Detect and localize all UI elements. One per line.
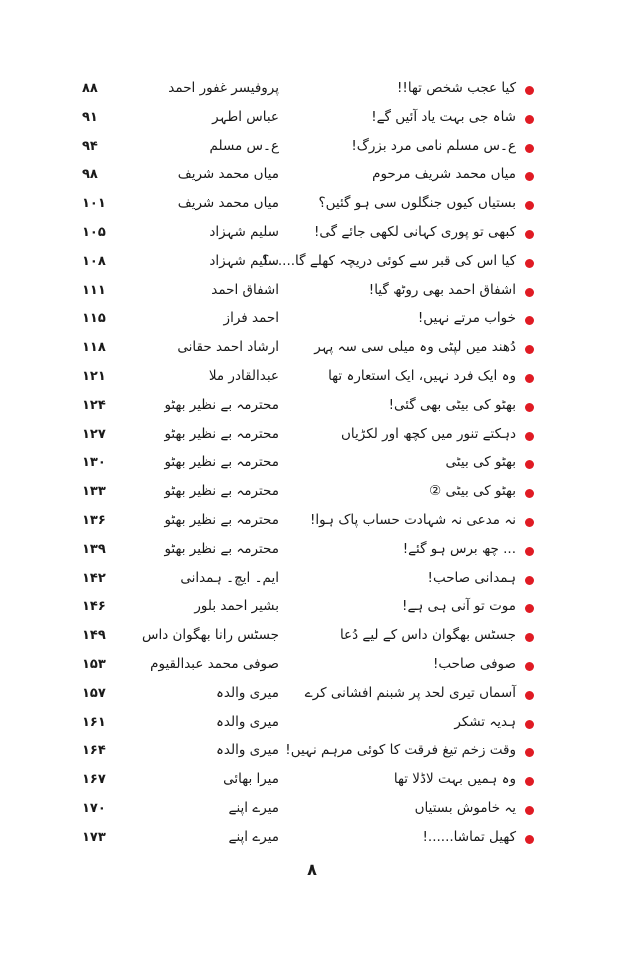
entry-author: محترمہ بے نظیر بھٹو (164, 540, 279, 557)
entry-title: صوفی صاحب! (432, 655, 516, 672)
entry-page-number: ۱۷۰ (82, 800, 106, 816)
bullet-icon (525, 115, 534, 124)
entry-page-number: ۱۰۵ (82, 224, 106, 240)
toc-entry (0, 481, 624, 510)
toc-entry (0, 337, 624, 366)
toc-entry (0, 798, 624, 827)
entry-author: محترمہ بے نظیر بھٹو (164, 511, 279, 528)
entry-page-number: ۱۳۰ (82, 455, 106, 471)
toc-entry (0, 769, 624, 798)
entry-page-number: ۱۳۹ (82, 541, 106, 557)
toc-entry (0, 136, 624, 165)
entry-author: میرے اپنے (228, 828, 279, 845)
entry-page-number: ۱۴۲ (82, 570, 106, 586)
entry-title: وہ ایک فرد نہیں، ایک استعارہ تھا (328, 367, 516, 384)
bullet-icon (525, 403, 534, 412)
entry-title: ہدیہ تشکر (454, 713, 516, 730)
bullet-icon (525, 345, 534, 354)
toc-entry (0, 251, 624, 280)
toc-entry (0, 827, 624, 856)
entry-title: میاں محمد شریف مرحوم (372, 166, 516, 183)
entry-page-number: ۱۵۷ (82, 685, 106, 701)
toc-entry (0, 193, 624, 222)
entry-title: موت تو آنی ہی ہے! (402, 598, 516, 615)
bullet-icon (525, 604, 534, 613)
entry-page-number: ۹۸ (82, 167, 98, 183)
toc-entry (0, 712, 624, 741)
entry-title: خواب مرتے نہیں! (417, 310, 516, 327)
entry-page-number: ۱۱۵ (82, 311, 106, 327)
entry-page-number: ۱۶۱ (82, 714, 106, 730)
entry-author: صوفی محمد عبدالقیوم (150, 655, 279, 672)
entry-author: میاں محمد شریف (177, 166, 279, 183)
entry-author: عبدالقادر ملا (208, 367, 279, 384)
entry-author: جسٹس رانا بھگوان داس (141, 627, 279, 644)
bullet-icon (525, 460, 534, 469)
bullet-icon (525, 720, 534, 729)
entry-page-number: ۱۶۷ (82, 772, 106, 788)
page-number: ۸ (307, 860, 317, 879)
toc-entry (0, 654, 624, 683)
entry-title: کیا عجب شخص تھا!! (397, 80, 516, 96)
entry-title: کھیل تماشا......! (422, 828, 516, 845)
entry-title: وہ ہمیں بہت لاڈلا تھا (393, 771, 516, 788)
entry-author: محترمہ بے نظیر بھٹو (164, 454, 279, 471)
entry-author: ارشاد احمد حقانی (177, 339, 279, 356)
entry-author: محترمہ بے نظیر بھٹو (164, 483, 279, 500)
entry-title: ... چھ برس ہو گئے! (402, 540, 516, 557)
toc-entry (0, 625, 624, 654)
toc-entry (0, 740, 624, 769)
bullet-icon (525, 489, 534, 498)
toc-entry (0, 510, 624, 539)
entry-title: ہمدانی صاحب! (427, 569, 516, 586)
entry-page-number: ۱۵۳ (82, 656, 106, 672)
bullet-icon (525, 86, 534, 95)
bullet-icon (525, 230, 534, 239)
entry-author: میرے اپنے (228, 799, 279, 816)
entry-page-number: ۱۳۶ (82, 512, 106, 528)
entry-page-number: ۸۸ (82, 81, 98, 96)
bullet-icon (525, 777, 534, 786)
toc-entry (0, 596, 624, 625)
bullet-icon (525, 259, 534, 268)
bullet-icon (525, 316, 534, 325)
entry-title: ع۔س مسلم نامی مرد بزرگ! (351, 137, 516, 154)
entry-title: بھٹو کی بیٹی ② (429, 483, 516, 500)
toc-entry (0, 164, 624, 193)
bullet-icon (525, 806, 534, 815)
bullet-icon (525, 144, 534, 153)
bullet-icon (525, 288, 534, 297)
entry-page-number: ۱۲۷ (82, 426, 106, 442)
toc-entry (0, 222, 624, 251)
toc-entry (0, 78, 624, 107)
entry-title: نہ مدعی نہ شہادت حساب پاک ہوا! (310, 511, 516, 528)
entry-author: پروفیسر غفور احمد (168, 80, 279, 96)
entry-author: میاں محمد شریف (177, 195, 279, 212)
entry-author: میری والدہ (216, 684, 279, 701)
bullet-icon (525, 633, 534, 642)
entry-page-number: ۱۲۴ (82, 397, 106, 413)
entry-author: محترمہ بے نظیر بھٹو (164, 396, 279, 413)
entry-title: شاہ جی بہت یاد آئیں گے! (371, 108, 516, 125)
toc-entry (0, 395, 624, 424)
table-of-contents (0, 78, 624, 856)
entry-author: سلیم شہزاد (209, 223, 279, 240)
entry-title: بھٹو کی بیٹی (445, 454, 516, 471)
entry-author: سلیم شہزاد (209, 252, 279, 269)
bullet-icon (525, 662, 534, 671)
entry-page-number: ۱۰۱ (82, 196, 106, 212)
entry-author: میری والدہ (216, 742, 279, 759)
toc-entry (0, 366, 624, 395)
bullet-icon (525, 201, 534, 210)
entry-author: اشفاق احمد (211, 281, 279, 298)
entry-title: آسماں تیری لحد پر شبنم افشانی کرے (304, 684, 516, 701)
bullet-icon (525, 374, 534, 383)
bullet-icon (525, 547, 534, 556)
entry-page-number: ۱۶۴ (82, 743, 106, 759)
bullet-icon (525, 576, 534, 585)
entry-page-number: ۱۷۳ (82, 829, 106, 845)
entry-page-number: ۱۴۹ (82, 628, 106, 644)
bullet-icon (525, 691, 534, 700)
entry-author: بشیر احمد بلور (194, 598, 279, 615)
entry-page-number: ۱۴۶ (82, 599, 106, 615)
bullet-icon (525, 835, 534, 844)
entry-title: بستیاں کیوں جنگلوں سی ہو گئیں؟ (318, 195, 516, 212)
entry-title: جسٹس بھگوان داس کے لیے دُعا (339, 627, 516, 644)
entry-author: ع۔س مسلم (209, 137, 279, 154)
toc-entry (0, 424, 624, 453)
toc-entry (0, 568, 624, 597)
entry-author: محترمہ بے نظیر بھٹو (164, 425, 279, 442)
toc-entry (0, 308, 624, 337)
entry-page-number: ۱۰۸ (82, 253, 106, 269)
toc-entry (0, 683, 624, 712)
toc-entry (0, 452, 624, 481)
entry-author: میرا بھائی (223, 771, 279, 788)
entry-title: بھٹو کی بیٹی بھی گئی! (388, 396, 516, 413)
entry-title: کبھی تو پوری کہانی لکھی جائے گی! (314, 223, 516, 240)
entry-page-number: ۱۱۱ (82, 282, 106, 298)
entry-author: احمد فراز (223, 310, 279, 327)
entry-title: دہکتے تنور میں کچھ اور لکڑیاں (341, 425, 516, 442)
entry-page-number: ۱۲۱ (82, 368, 106, 384)
entry-title: یہ خاموش بستیاں (414, 799, 516, 816)
entry-title: کیا اس کی قبر سے کوئی دریچہ کھلے گا......؟ (262, 252, 516, 269)
entry-title: وقت زخم تیغ فرقت کا کوئی مرہم نہیں! (285, 742, 516, 759)
entry-title: اشفاق احمد بھی روٹھ گیا! (368, 281, 516, 298)
bullet-icon (525, 518, 534, 527)
entry-author: ایم۔ ایچ۔ ہمدانی (180, 569, 279, 586)
bullet-icon (525, 172, 534, 181)
toc-entry (0, 280, 624, 309)
entry-author: عباس اطہر (212, 108, 279, 125)
entry-author: میری والدہ (216, 713, 279, 730)
bullet-icon (525, 432, 534, 441)
entry-page-number: ۱۱۸ (82, 340, 106, 356)
toc-entry (0, 539, 624, 568)
entry-page-number: ۹۴ (82, 138, 98, 154)
entry-page-number: ۹۱ (82, 109, 98, 125)
bullet-icon (525, 748, 534, 757)
entry-page-number: ۱۳۳ (82, 484, 106, 500)
entry-title: دُھند میں لپٹی وہ میلی سی سہ پہر (314, 339, 516, 356)
toc-entry (0, 107, 624, 136)
